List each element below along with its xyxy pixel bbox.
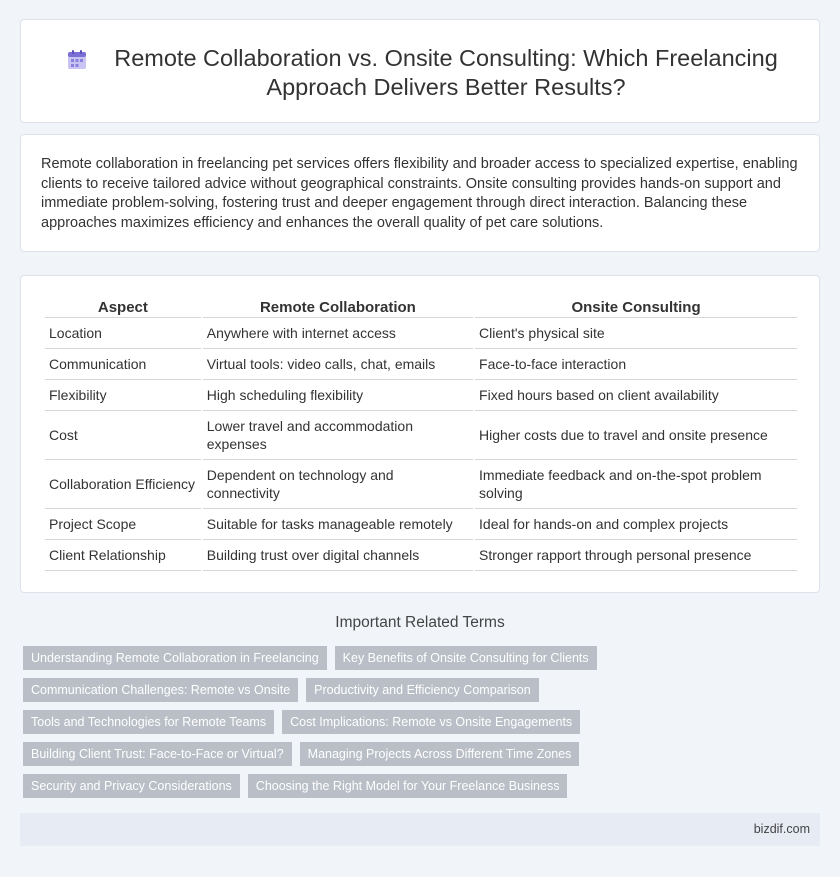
related-term-tag[interactable]: Managing Projects Across Different Time Zones <box>300 742 580 766</box>
cell-onsite: Immediate feedback and on-the-spot problem solving <box>475 460 797 509</box>
cell-remote: Suitable for tasks manageable remotely <box>203 509 473 540</box>
page-title: Remote Collaboration vs. Onsite Consulting: Which Freelancing Approach Delivers Better Results? <box>114 45 778 100</box>
cell-onsite: Client's physical site <box>475 318 797 349</box>
cell-onsite: Face-to-face interaction <box>475 349 797 380</box>
header-remote: Remote Collaboration <box>203 296 473 318</box>
header-onsite: Onsite Consulting <box>475 296 797 318</box>
table-row <box>45 460 797 509</box>
cell-aspect: Communication <box>45 349 201 380</box>
cell-aspect: Location <box>45 318 201 349</box>
related-term-tag[interactable]: Key Benefits of Onsite Consulting for Clients <box>335 646 597 670</box>
related-term-tag[interactable]: Understanding Remote Collaboration in Freelancing <box>23 646 327 670</box>
cell-remote: Virtual tools: video calls, chat, emails <box>203 349 473 380</box>
footer-site-link[interactable]: bizdif.com <box>753 822 810 836</box>
intro-paragraph: Remote collaboration in freelancing pet services offers flexibility and broader access to specialized expertise, enabling clients to receive tailored advice without geographical constraints. Onsite consulting provides hands-on support and immediate problem-solving, fostering trust and deeper engagement through direct interaction. Balancing these approaches maximizes efficiency and enhances the overall quality of pet care solutions. <box>41 156 798 231</box>
table-row <box>45 318 797 349</box>
cell-remote: High scheduling flexibility <box>203 380 473 411</box>
related-terms-list <box>23 646 783 798</box>
cell-remote: Anywhere with internet access <box>203 318 473 349</box>
table-row <box>45 509 797 540</box>
cell-onsite: Stronger rapport through personal presence <box>475 540 797 571</box>
cell-onsite: Ideal for hands-on and complex projects <box>475 509 797 540</box>
footer <box>20 813 820 846</box>
related-term-tag[interactable]: Productivity and Efficiency Comparison <box>306 678 539 702</box>
cell-aspect: Cost <box>45 411 201 460</box>
related-term-tag[interactable]: Security and Privacy Considerations <box>23 774 240 798</box>
table-header-row <box>45 296 797 318</box>
related-term-tag[interactable]: Building Client Trust: Face-to-Face or Virtual? <box>23 742 292 766</box>
calendar-icon <box>65 48 89 72</box>
comparison-table-card <box>20 275 820 593</box>
cell-remote: Dependent on technology and connectivity <box>203 460 473 509</box>
cell-onsite: Higher costs due to travel and onsite presence <box>475 411 797 460</box>
related-term-tag[interactable]: Communication Challenges: Remote vs Onsite <box>23 678 298 702</box>
cell-aspect: Flexibility <box>45 380 201 411</box>
related-term-tag[interactable]: Cost Implications: Remote vs Onsite Engagements <box>282 710 580 734</box>
table-row <box>45 411 797 460</box>
header-aspect: Aspect <box>45 296 201 318</box>
cell-onsite: Fixed hours based on client availability <box>475 380 797 411</box>
cell-remote: Lower travel and accommodation expenses <box>203 411 473 460</box>
related-term-tag[interactable]: Tools and Technologies for Remote Teams <box>23 710 274 734</box>
related-term-tag[interactable]: Choosing the Right Model for Your Freelance Business <box>248 774 568 798</box>
table-row <box>45 380 797 411</box>
cell-aspect: Collaboration Efficiency <box>45 460 201 509</box>
title-card <box>20 19 820 123</box>
cell-remote: Building trust over digital channels <box>203 540 473 571</box>
table-row <box>45 349 797 380</box>
cell-aspect: Project Scope <box>45 509 201 540</box>
related-terms-heading: Important Related Terms <box>335 614 505 631</box>
comparison-table <box>43 296 799 571</box>
cell-aspect: Client Relationship <box>45 540 201 571</box>
intro-card <box>20 134 820 252</box>
table-row <box>45 540 797 571</box>
